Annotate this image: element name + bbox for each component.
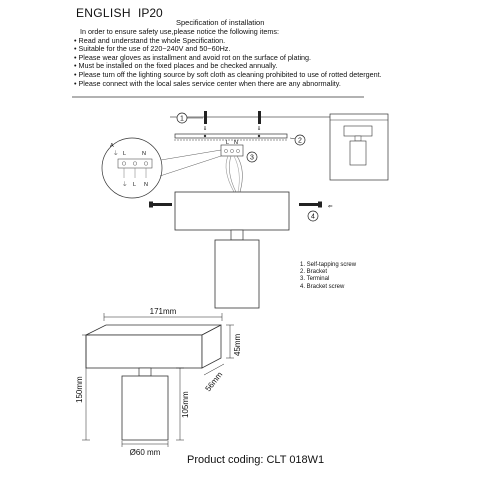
spec-title: Specification of installation [176,18,265,27]
legend-item: 4. Bracket screw [300,283,345,290]
svg-text:N: N [234,140,238,146]
note-item: • Must be installed on the fixed places and be checked annually. [74,61,278,71]
wires [226,156,242,192]
note-item: • Suitable for the use of 220~240V and 50~60Hz. [74,44,231,54]
depth-dimension: 56mm [203,370,225,394]
notes-intro: In order to ensure safety use,please notice the following items: [80,27,279,36]
svg-text:N: N [142,151,146,157]
wiring-detail-inset [102,138,221,198]
legend-item: 3. Terminal [300,276,330,283]
callout-2 [295,135,305,145]
bracket-screw-right [299,202,322,208]
note-item: • Read and understand the whole Specification. [74,35,226,45]
svg-text:L: L [123,151,127,157]
dimension-drawing [75,307,242,457]
callout-1 [177,113,203,123]
side-view-thumbnail [330,114,388,180]
svg-text:4: 4 [311,213,315,221]
legend-item: 2. Bracket [300,269,328,276]
svg-text:2: 2 [298,137,302,145]
svg-text:A: A [110,143,114,149]
svg-text:⏚: ⏚ [122,182,128,188]
product-coding: Product coding: CLT 018W1 [187,454,325,466]
ip-rating: IP20 [138,6,163,20]
language-label: ENGLISH [76,6,131,20]
svg-text:L: L [133,182,137,188]
diameter-dimension: Ø60 mm [129,448,161,457]
self-tapping-screw-left [203,111,208,132]
terminal-block [221,140,243,156]
legend-item: 1. Self-tapping screw [300,262,357,268]
total-height-dimension: 150mm [75,376,84,403]
callout-3 [247,152,257,162]
svg-text:L: L [226,140,230,146]
svg-text:1: 1 [180,115,184,123]
bracket-screw-left [149,202,172,208]
svg-text:⇓: ⇓ [202,126,208,132]
lamp-body-exploded [175,192,289,308]
base-height-dimension: 45mm [233,333,242,356]
svg-text:⏚: ⏚ [113,151,119,157]
note-item: • Please connect with the local sales service center when there are any abnormality. [74,78,341,88]
screw-arrow: ⇐ [328,204,333,210]
callout-4 [308,211,318,221]
width-dimension: 171mm [149,307,177,316]
note-item: • Please turn off the lighting source by soft cloth as cleaning prohibited to use of rotted detergent. [74,69,382,79]
svg-text:⇓: ⇓ [256,126,262,132]
svg-text:N: N [144,182,148,188]
svg-text:3: 3 [250,154,254,162]
parts-legend [300,262,356,291]
note-item: • Please wear gloves as installment and avoid rot on the surface of plating. [74,52,312,62]
shade-height-dimension: 105mm [181,391,190,418]
self-tapping-screw-right [257,111,262,132]
